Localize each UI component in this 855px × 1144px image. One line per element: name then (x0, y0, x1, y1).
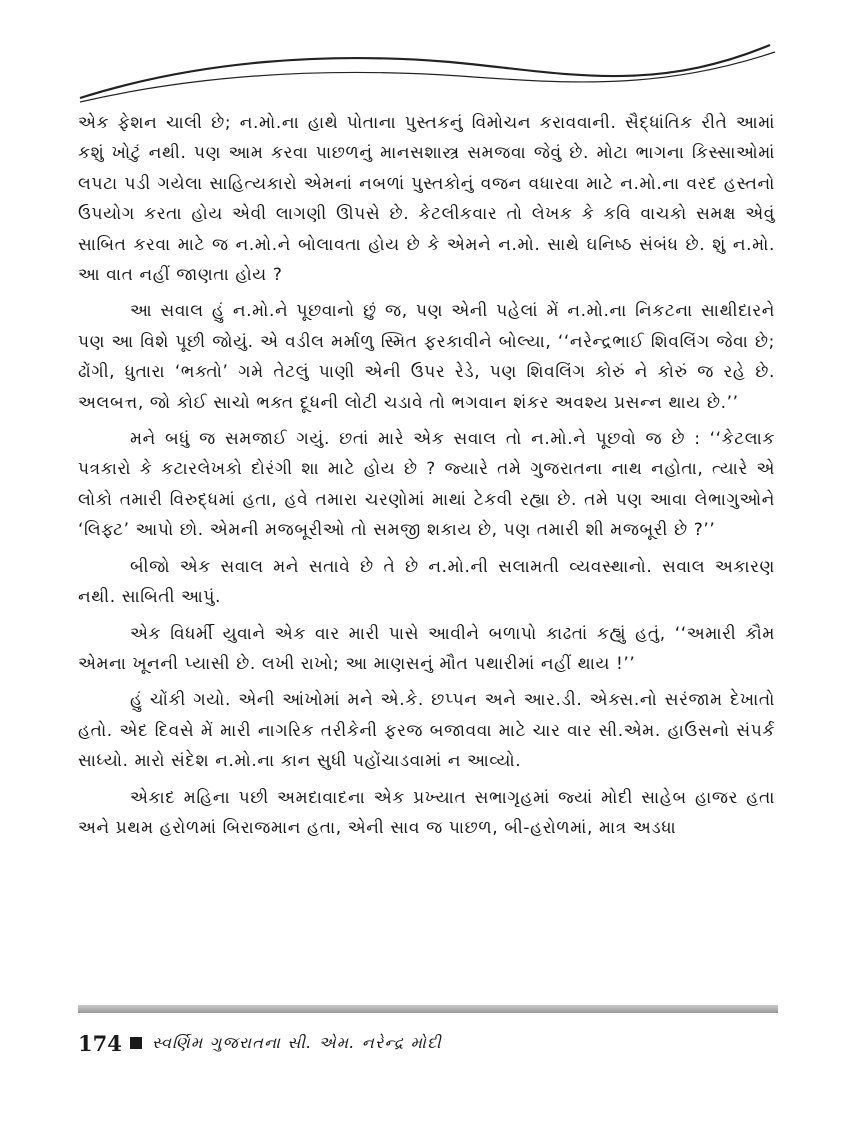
page-number: 174 (78, 1030, 122, 1056)
square-bullet-icon (130, 1037, 142, 1049)
paragraph-2: આ સવાલ હું ન.મો.ને પૂછવાનો છું જ, પણ એની પહેલાં મેં ન.મો.ના નિકટના સાથીદારને પણ આ વિશે પૂછી જોયું. એ વડીલ મર્માળુ સ્મિત ફરકાવીને બોલ્યા, ‘‘નરેન્દ્રભાઈ શિવલિંગ જેવા છે; ઢોંગી, ધુતારા ‘ભક્તો’ ગમે તેટલું પાણી એની ઉપર રેડે, પણ શિવલિંગ કોરું ને કોરું જ રહે છે. અલબત્ત, જો કોઈ સાચો ભક્ત દૂધની લોટી ચડાવે તો ભગવાન શંકર અવશ્ય પ્રસન્ન થાય છે.’’ (78, 301, 775, 413)
paragraph-1: એક ફેશન ચાલી છે; ન.મો.ના હાથે પોતાના પુસ્તકનું વિમોચન કરાવવાની. સૈદ્ધાંતિક રીતે આમાં કશું ખોટું નથી. પણ આમ કરવા પાછળનું માનસશાસ્ત્ર સમજવા જેવું છે. મોટા ભાગના કિસ્સાઓમાં લપટા પડી ગયેલા સાહિત્યકારો એમનાં નબળાં પુસ્તકોનું વજન વધારવા માટે ન.મો.ના વરદ હસ્તનો ઉપયોગ કરતા હોય એવી લાગણી ઊપસે છે. કેટલીકવાર તો લેખક કે કવિ વાચકો સમક્ષ એવું સાબિત કરવા માટે જ ન.મો.ને બોલાવતા હોય છે કે એમને ન.મો. સાથે ઘનિષ્ઠ સંબંધ છે. શું ન.મો. આ વાત નહીં જાણતા હોય ? (78, 113, 775, 286)
page-footer (78, 1028, 778, 1058)
paragraph-5: એક વિધર્મી યુવાને એક વાર મારી પાસે આવીને બળાપો કાઢતાં કહ્યું હતું, ‘‘અમારી કૌમ એમના ખૂનની પ્યાસી છે. લખી રાખો; આ માણસનું મૌત પથારીમાં નહીં થાય !’’ (78, 623, 775, 674)
running-book-title: સ્વર્ણિમ ગુજરાતના સી. એમ. નરેન્દ્ર મોદી (151, 1033, 442, 1052)
page-body (78, 108, 775, 849)
decorative-wave-lines (0, 0, 855, 120)
paragraph-4: બીજો એક સવાલ મને સતાવે છે તે છે ન.મો.ની સલામતી વ્યવસ્થાનો. સવાલ અકારણ નથી. સાબિતી આપું. (78, 556, 775, 608)
paragraph-6: હું ચોંકી ગયો. એની આંખોમાં મને એ.કે. છપ્પન અને આર.ડી. એક્સ.નો સરંજામ દેખાતો હતો. એદ દિવસે મેં મારી નાગરિક તરીકેની ફરજ બજાવવા માટે ચાર વાર સી.એમ. હાઉસનો સંપર્ક સાધ્યો. મારો સંદેશ ન.મો.ના કાન સુધી પહોંચાડવામાં ન આવ્યો. (78, 690, 775, 772)
wave-line-upper (80, 45, 770, 98)
paragraph-7: એકાદ મહિના પછી અમદાવાદના એક પ્રખ્યાત સભાગૃહમાં જ્યાં મોદી સાહેબ હાજર હતા અને પ્રથમ હરોળમાં બિરાજમાન હતા, એની સાવ જ પાછળ, બી-હરોળમાં, માત્ર અડધા (78, 787, 775, 838)
paragraph-3: મને બધું જ સમજાઈ ગયું. છતાં મારે એક સવાલ તો ન.મો.ને પૂછવો જ છે : ‘‘કેટલાક પત્રકારો કે કટારલેખકો દોરંગી શા માટે હોય છે ? જ્યારે તમે ગુજરાતના નાથ નહોતા, ત્યારે એ લોકો તમારી વિરુદ્ધમાં હતા, હવે તમારા ચરણોમાં માથાં ટેકવી રહ્યા છે. તમે પણ આવા લેભાગુઓને ‘લિફ્ટ’ આપો છો. એમની મજબૂરીઓ તો સમજી શકાય છે, પણ તમારી શી મજબૂરી છે ?’’ (78, 429, 775, 541)
footer-rule (78, 1005, 778, 1013)
